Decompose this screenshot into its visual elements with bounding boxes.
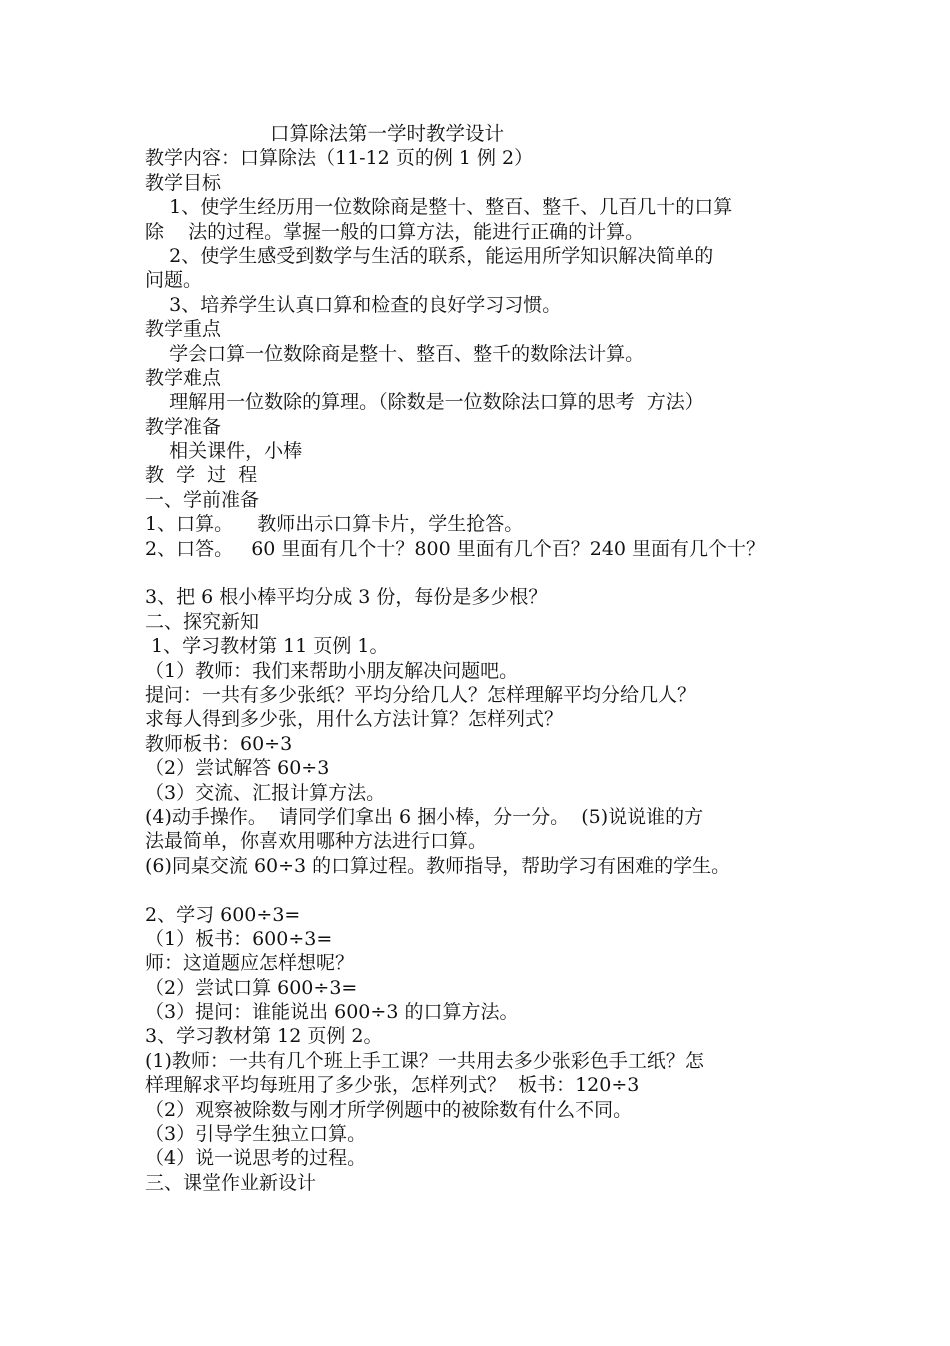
text-line: （3）交流、汇报计算方法。 [145, 781, 386, 804]
text-line: (4)动手操作。 请同学们拿出 6 捆小棒，分一分。 (5)说说谁的方 [145, 805, 704, 828]
text-line: 法最简单，你喜欢用哪种方法进行口算。 [145, 830, 488, 853]
blank-line [145, 561, 835, 585]
text-line: （3）提问：谁能说出 600÷3 的口算方法。 [145, 1001, 519, 1024]
text-line: 求每人得到多少张，用什么方法计算？怎样列式？ [145, 708, 564, 731]
text-line: (1)教师：一共有几个班上手工课？一共用去多少张彩色手工纸？怎 [145, 1049, 704, 1072]
text-line: 师：这道题应怎样想呢？ [145, 952, 355, 975]
text-line: 2、口答。 60 里面有几个十？800 里面有几个百？240 里面有几个十？ [145, 537, 766, 560]
text-line: 2、学习 600÷3= [145, 903, 301, 926]
text-line: 理解用一位数除的算理。（除数是一位数除法口算的思考 方法） [145, 391, 704, 414]
text-line: 1、使学生经历用一位数除商是整十、整百、整千、几百几十的口算 [145, 196, 733, 219]
text-line: 3、学习教材第 12 页例 2。 [145, 1025, 383, 1048]
text-line: （2）尝试口算 600÷3= [145, 976, 358, 999]
text-line: 提问：一共有多少张纸？平均分给几人？怎样理解平均分给几人？ [145, 683, 697, 706]
text-line: （3）引导学生独立口算。 [145, 1123, 367, 1146]
text-line: 1、口算。 教师出示口算卡片，学生抢答。 [145, 513, 524, 536]
text-line: 3、培养学生认真口算和检查的良好学习习惯。 [145, 293, 562, 316]
blank-line [145, 878, 835, 902]
text-line: 教学内容：口算除法（11-12 页的例 1 例 2） [145, 147, 534, 170]
text-line: 教学准备 [145, 415, 222, 438]
text-line: 教学重点 [145, 318, 222, 341]
text-line: 一、学前准备 [145, 488, 260, 511]
text-line: （1）板书：600÷3= [145, 927, 333, 950]
text-line: 相关课件，小棒 [145, 440, 303, 463]
text-line: 三、课堂作业新设计 [145, 1171, 317, 1194]
text-line: 除 法的过程。掌握一般的口算方法，能进行正确的计算。 [145, 220, 645, 243]
text-line: 教师板书：60÷3 [145, 732, 293, 755]
text-line: 2、使学生感受到数学与生活的联系，能运用所学知识解决简单的 [145, 244, 714, 267]
text-line: 3、把 6 根小棒平均分成 3 份，每份是多少根？ [145, 586, 548, 609]
text-line: 学会口算一位数除商是整十、整百、整千的数除法计算。 [145, 342, 645, 365]
text-line: 二、探究新知 [145, 610, 260, 633]
text-line: （2）尝试解答 60÷3 [145, 757, 330, 780]
document-title: 口算除法第一学时教学设计 [270, 122, 505, 145]
text-line: (6)同桌交流 60÷3 的口算过程。教师指导，帮助学习有困难的学生。 [145, 854, 731, 877]
text-line: （1）教师：我们来帮助小朋友解决问题吧。 [145, 659, 519, 682]
text-line: 教 学 过 程 [145, 464, 258, 487]
text-line: 样理解求平均每班用了多少张，怎样列式？ 板书：120÷3 [145, 1074, 640, 1097]
text-line: 教学难点 [145, 366, 222, 389]
document-body [145, 122, 835, 1195]
text-line: （4）说一说思考的过程。 [145, 1147, 367, 1170]
text-line: 问题。 [145, 269, 203, 292]
text-line: 教学目标 [145, 171, 222, 194]
text-line: 1、学习教材第 11 页例 1。 [145, 635, 389, 658]
text-line: （2）观察被除数与刚才所学例题中的被除数有什么不同。 [145, 1098, 633, 1121]
